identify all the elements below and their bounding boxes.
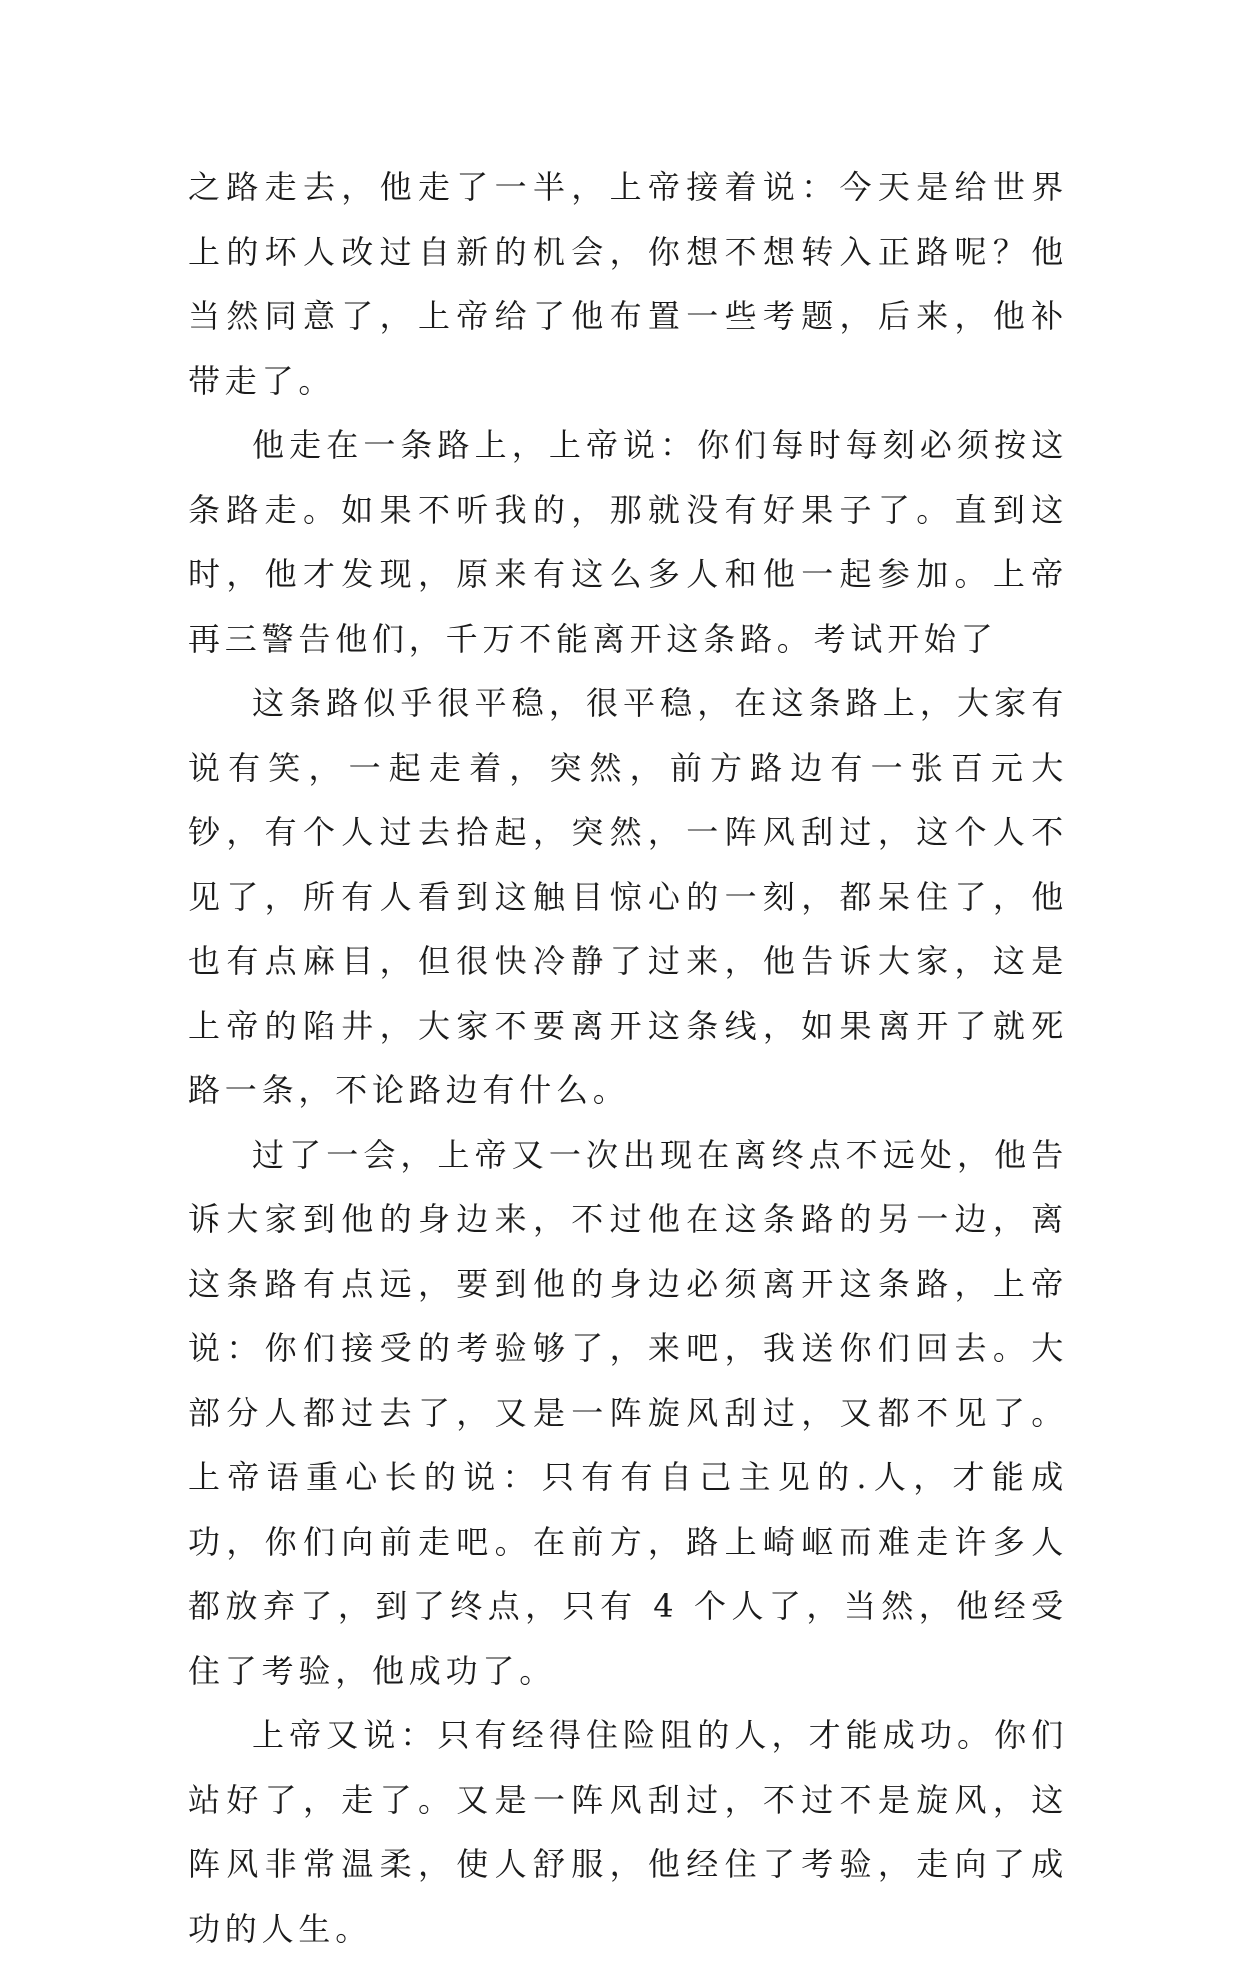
body-text: [188, 155, 1068, 1961]
paragraph-3: 这条路似乎很平稳，很平稳，在这条路上，大家有说有笑，一起走着，突然，前方路边有一张百元大钞，有个人过去拾起，突然，一阵风刮过，这个人不见了，所有人看到这触目惊心的一刻，都呆住了，他也有点麻目，但很快冷静了过来，他告诉大家，这是上帝的陷井，大家不要离开这条线，如果离开了就死路一条，不论路边有什么。: [188, 684, 1068, 1109]
paragraph-2: 他走在一条路上，上帝说：你们每时每刻必须按这条路走。如果不听我的，那就没有好果子了。直到这时，他才发现，原来有这么多人和他一起参加。上帝再三警告他们，千万不能离开这条路。考试开始了: [188, 426, 1068, 658]
paragraph-4: 过了一会，上帝又一次出现在离终点不远处，他告诉大家到他的身边来，不过他在这条路的另一边，离这条路有点远，要到他的身边必须离开这条路，上帝说：你们接受的考验够了，来吧，我送你们回去。大部分人都过去了，又是一阵旋风刮过，又都不见了。上帝语重心长的说：只有有自己主见的.人，才能成功，你们向前走吧。在前方，路上崎岖而难走许多人都放弃了，到了终点，只有 4 个人了，当然，他经受住了考验，他成功了。: [188, 1135, 1068, 1690]
paragraph-1: 之路走去，他走了一半，上帝接着说：今天是给世界上的坏人改过自新的机会，你想不想转入正路呢？他当然同意了，上帝给了他布置一些考题，后来，他补带走了。: [188, 168, 1068, 400]
paragraph-5: 上帝又说：只有经得住险阻的人，才能成功。你们站好了，走了。又是一阵风刮过，不过不是旋风，这阵风非常温柔，使人舒服，他经住了考验，走向了成功的人生。: [188, 1716, 1068, 1948]
